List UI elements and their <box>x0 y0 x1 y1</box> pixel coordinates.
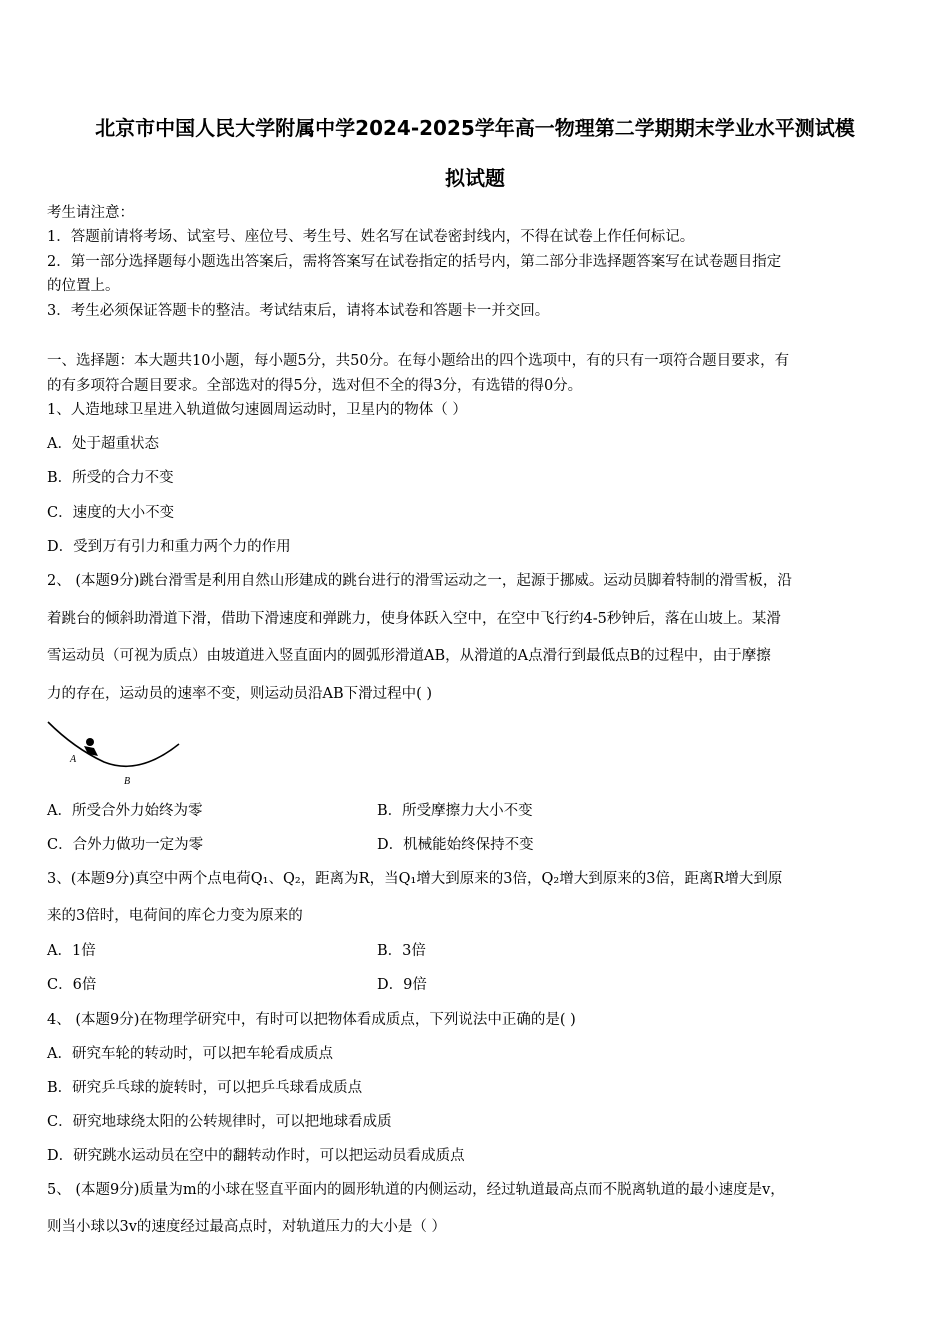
page-title: 北京市中国人民大学附属中学2024-2025学年高一物理第二学期期末学业水平测试模 <box>95 116 855 140</box>
point-a-label: A <box>70 754 77 765</box>
page-title-continued: 拟试题 <box>445 166 505 190</box>
notice-heading: 考生请注意： <box>47 205 134 221</box>
question-4-option-b: B．研究乒乓球的旋转时，可以把乒乓球看成质点 <box>47 1080 363 1096</box>
question-3-option-d: D．9倍 <box>377 977 427 993</box>
question-4-option-c: C．研究地球绕太阳的公转规律时，可以把地球看成质 <box>47 1114 392 1130</box>
question-2-stem-line: 力的存在，运动员的速率不变，则运动员沿AB下滑过程中( ) <box>47 686 433 702</box>
notice-item: 2．第一部分选择题每小题选出答案后，需将答案写在试卷指定的括号内，第二部分非选择题答案写在试卷题目指定 <box>47 254 782 270</box>
question-2-option-b: B．所受摩擦力大小不变 <box>377 803 533 819</box>
notice-item: 1．答题前请将考场、试室号、座位号、考生号、姓名写在试卷密封线内，不得在试卷上作任何标记。 <box>47 229 695 245</box>
question-2-stem-line: 着跳台的倾斜助滑道下滑，借助下滑速度和弹跳力，使身体跃入空中，在空中飞行约4-5秒钟后，落在山坡上。某滑 <box>47 611 781 627</box>
question-2-option-d: D．机械能始终保持不变 <box>377 837 534 853</box>
notice-item: 3．考生必须保证答题卡的整洁。考试结束后，请将本试卷和答题卡一并交回。 <box>47 303 550 319</box>
question-2-stem: 2、 (本题9分)跳台滑雪是利用自然山形建成的跳台进行的滑雪运动之一，起源于挪威。运动员脚着特制的滑雪板，沿 <box>47 573 792 589</box>
question-4-option-d: D．研究跳水运动员在空中的翻转动作时，可以把运动员看成质点 <box>47 1148 465 1164</box>
question-3-option-a: A．1倍 <box>47 943 96 959</box>
notice-item: 的位置上。 <box>47 278 120 294</box>
question-4-stem: 4、 (本题9分)在物理学研究中，有时可以把物体看成质点，下列说法中正确的是( ) <box>47 1012 576 1028</box>
question-3-option-b: B．3倍 <box>377 943 426 959</box>
question-1-stem: 1、人造地球卫星进入轨道做匀速圆周运动时，卫星内的物体（ ） <box>47 402 467 418</box>
question-1-option-c: C．速度的大小不变 <box>47 505 175 521</box>
section-instructions-continued: 的有多项符合题目要求。全部选对的得5分，选对但不全的得3分，有选错的得0分。 <box>47 378 583 394</box>
question-1-option-d: D．受到万有引力和重力两个力的作用 <box>47 539 291 555</box>
question-3-option-c: C．6倍 <box>47 977 97 993</box>
question-1-option-b: B．所受的合力不变 <box>47 470 174 486</box>
question-3-stem-line: 来的3倍时，电荷间的库仑力变为原来的 <box>47 908 303 924</box>
question-5-stem-line: 则当小球以3v的速度经过最高点时，对轨道压力的大小是（ ） <box>47 1219 447 1235</box>
question-3-stem: 3、(本题9分)真空中两个点电荷Q₁、Q₂，距离为R，当Q₁增大到原来的3倍，Q₂增大到原来的3倍，距离R增大到原 <box>47 871 783 887</box>
question-2-option-c: C．合外力做功一定为零 <box>47 837 204 853</box>
question-1-option-a: A．处于超重状态 <box>47 436 159 452</box>
point-b-label: B <box>124 776 131 787</box>
skier-body <box>84 746 98 756</box>
question-2-stem-line: 雪运动员（可视为质点）由坡道进入竖直面内的圆弧形滑道AB，从滑道的A点滑行到最低点B的过程中，由于摩擦 <box>47 648 771 664</box>
skier-head <box>86 738 94 746</box>
ski-slope-figure <box>44 718 184 790</box>
question-4-option-a: A．研究车轮的转动时，可以把车轮看成质点 <box>47 1046 333 1062</box>
question-2-option-a: A．所受合外力始终为零 <box>47 803 203 819</box>
arc-track <box>48 722 179 766</box>
question-5-stem: 5、 (本题9分)质量为m的小球在竖直平面内的圆形轨道的内侧运动，经过轨道最高点而不脱离轨道的最小速度是v， <box>47 1182 785 1198</box>
section-instructions: 一、选择题：本大题共10小题，每小题5分，共50分。在每小题给出的四个选项中，有的只有一项符合题目要求，有 <box>47 353 790 369</box>
